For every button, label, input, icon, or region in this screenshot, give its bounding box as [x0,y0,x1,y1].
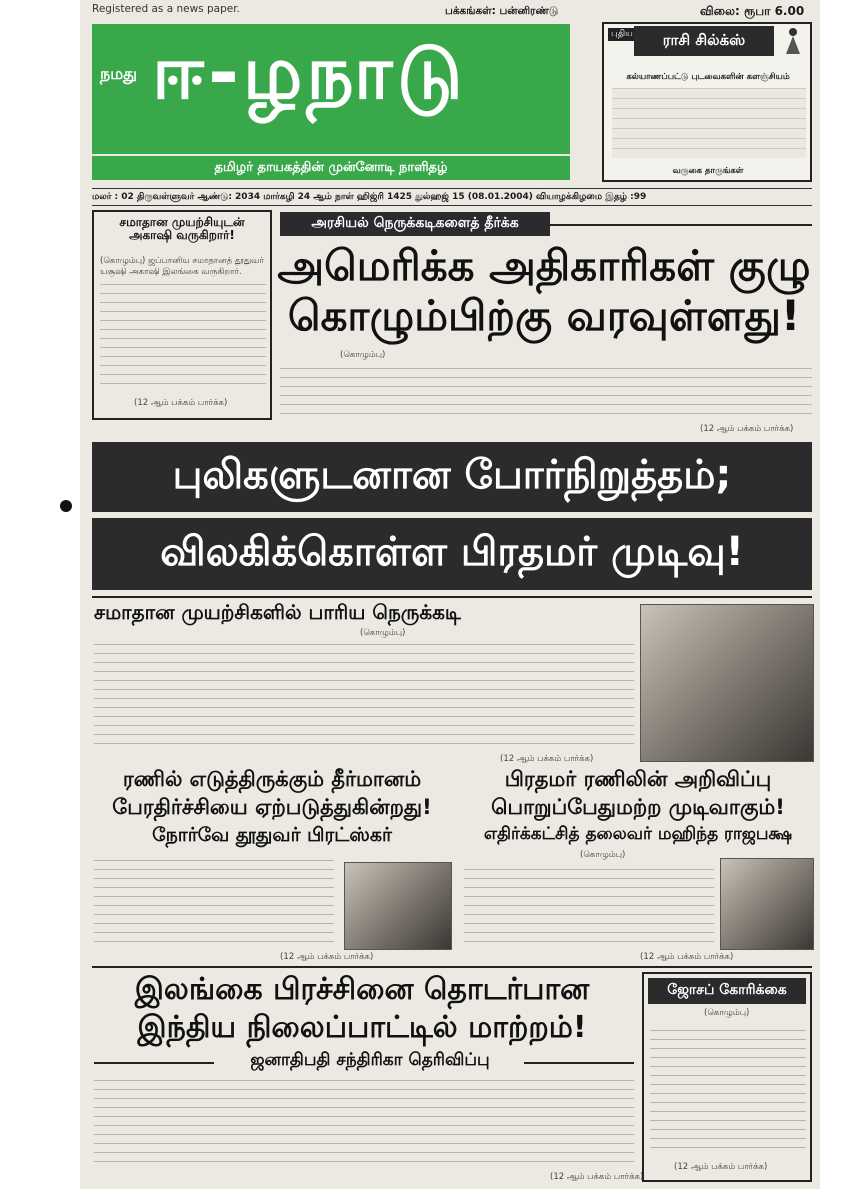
story2-text-lines [94,642,634,752]
byline-rule-right [524,1062,634,1064]
banner-line-2: விலகிக்கொள்ள பிரதமர் முடிவு! [92,518,812,590]
story3-headline-2: பேரதிர்ச்சியை ஏற்படுத்துகின்றது! [112,795,432,819]
story2-continued: (12 ஆம் பக்கம் பார்க்க) [500,754,594,764]
sidebar-headline: சமாதான முயற்சியுடன் அகாஷி வருகிறார்! [119,215,245,242]
sidebar-body: (கொழும்பு) ஜப்பானிய சமாதானத் தூதுவர் யசூஷி அகாஷி இலங்கை வருகிறார். [100,256,264,277]
story3-byline: நோர்வே தூதுவர் பிரட்ஸ்கர் [152,824,392,846]
ad-line: கல்யாணப்பட்டு புடவைகளின் களஞ்சியம் [626,72,790,82]
story2-dateline: (கொழும்பு) [360,628,406,638]
story5-text-lines [94,1078,634,1170]
story4-continued: (12 ஆம் பக்கம் பார்க்க) [640,952,734,962]
ad-brand: ராசி சில்க்ஸ் [634,26,774,56]
advertisement [602,22,812,182]
sidebar-continued: (12 ஆம் பக்கம் பார்க்க) [134,398,228,408]
banner-line-1: புலிகளுடனான போர்நிறுத்தம்; [92,442,812,512]
story4-headline-1: பிரதமர் ரணிலின் அறிவிப்பு [504,767,772,791]
story6-headline: ஜோசப் கோரிக்கை [648,978,806,1004]
lead-headline-2: கொழும்பிற்கு வரவுள்ளது! [287,291,801,340]
sidebar-text-lines [100,282,266,392]
opposition-leader-photo [720,858,814,950]
lead-continued: (12 ஆம் பக்கம் பார்க்க) [700,424,794,434]
logo-title: ஈ-ழநாடு [152,30,467,116]
story2-headline: சமாதான முயற்சிகளில் பாரிய நெருக்கடி [94,600,461,624]
story4-text-lines [464,862,714,950]
logo-prefix: நமது [100,64,138,83]
price: விலை: ரூபா 6.00 [700,4,805,18]
byline-rule-left [94,1062,214,1064]
ad-footer: வருகை தாருங்கள் [672,166,744,176]
story4-dateline: (கொழும்பு) [580,850,626,860]
pages-count: பக்கங்கள்: பன்னிரண்டு [445,5,559,17]
lead-text-lines [280,362,812,422]
binding-hole [60,500,72,512]
story5-byline: ஜனாதிபதி சந்திரிகா தெரிவிப்பு [250,1050,490,1070]
lead-kicker: அரசியல் நெருக்கடிகளைத் தீர்க்க [280,212,550,236]
lead-headline-1: அமெரிக்க அதிகாரிகள் குழு [277,241,811,290]
dateline-strip: மலர் : 02 திருவள்ளுவர் ஆண்டு: 2034 மார்கழி 24 ஆம் நாள் ஹிஜ்ரி 1425 துல்ஹஜ் 15 (08.01.2004) வியாழக்கிழமை இதழ் :99 [92,188,812,206]
rule [92,966,812,968]
logo-block [92,24,570,154]
ad-list [612,88,806,158]
rule [92,596,812,598]
story6-box [642,972,812,1182]
story4-byline: எதிர்க்கட்சித் தலைவர் மஹிந்த ராஜபக்ஷ [483,824,793,844]
lead-dateline: (கொழும்பு) [340,350,386,360]
newspaper-page [80,0,820,1189]
story6-dateline: (கொழும்பு) [704,1008,750,1018]
kicker-rule [550,224,812,226]
dancer-icon [780,26,806,56]
story5-headline-1: இலங்கை பிரச்சினை தொடர்பான [134,972,590,1007]
ambassador-photo [344,862,452,950]
registered-note: Registered as a news paper. [92,3,240,15]
tagline: தமிழர் தாயகத்தின் முன்னோடி நாளிதழ் [92,156,570,180]
story3-continued: (12 ஆம் பக்கம் பார்க்க) [280,952,374,962]
sidebar-story [92,210,272,420]
prime-minister-photo [640,604,814,762]
ad-label: புதிய [608,28,636,41]
story4-headline-2: பொறுப்பேதுமற்ற முடிவாகும்! [491,795,785,819]
story3-text-lines [94,860,334,950]
story3-headline-1: ரணில் எடுத்திருக்கும் தீர்மானம் [122,767,422,791]
story6-continued: (12 ஆம் பக்கம் பார்க்க) [674,1162,768,1172]
story5-headline-2: இந்திய நிலைப்பாட்டில் மாற்றம்! [137,1010,587,1045]
story6-text-lines [650,1022,806,1156]
story5-continued: (12 ஆம் பக்கம் பார்க்க) [550,1172,644,1182]
